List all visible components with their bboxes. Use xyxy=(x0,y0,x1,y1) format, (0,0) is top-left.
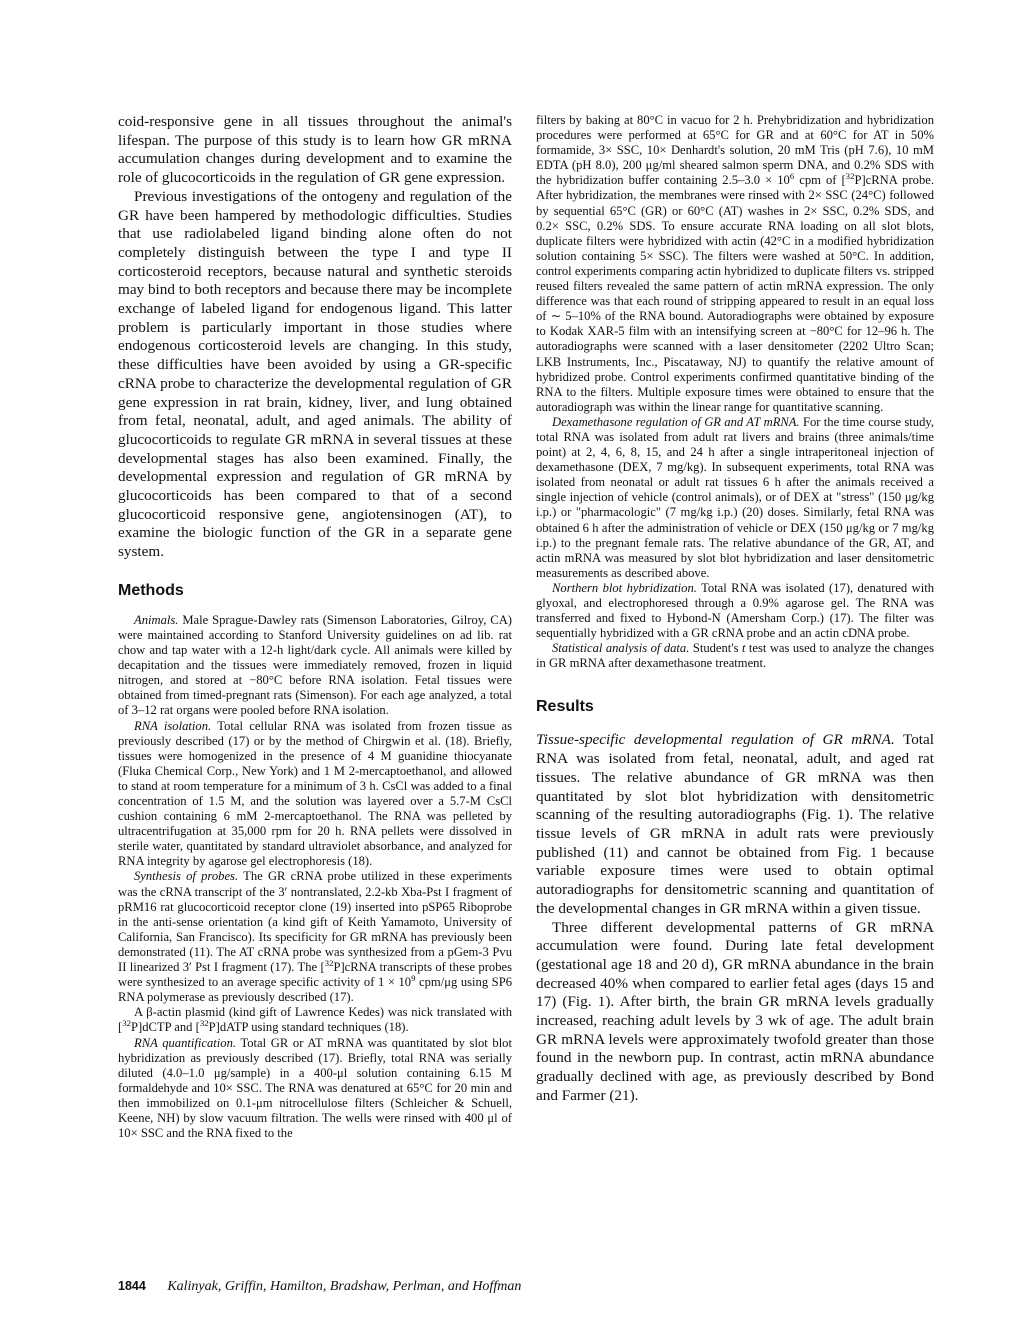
filters-paragraph xyxy=(536,113,934,415)
actin-text-3: P]dATP using standard techniques (18). xyxy=(208,1020,409,1035)
quantification-text: Total GR or AT mRNA was quantitated by slot blot hybridization as previously described (17). Briefly, total RNA was serially diluted (4.0–1.0 μg/sample) in a 400-μl solution containing 6.15 M formaldehyde and 10× SSC. The RNA was denatured at 65°C for 20 min and then immobilized on 0.1-μm nitrocellulose filters (Schleicher & Schuell, Keene, NH) by slow vacuum filtration. The wells were rinsed with 400 μl of 10× SSC and the RNA fixed to the xyxy=(118,1035,512,1141)
actin-text-1: A β-actin plasmid (kind gift of Lawrence Kedes) was nick translated with [ xyxy=(118,1005,512,1035)
probes-text-3: cpm/μg using SP6 RNA polymerase as previously described (17). xyxy=(118,975,512,1005)
running-authors: Kalinyak, Griffin, Hamilton, Bradshaw, Perlman, and Hoffman xyxy=(167,1279,522,1294)
probes-title: Synthesis of probes. xyxy=(134,869,239,884)
intro-paragraph-1: coid-responsive gene in all tissues throughout the animal's lifespan. The purpose of this study is to learn how GR mRNA accumulation changes during development and to examine the role of glucocorticoids in the regulation of GR gene expression. xyxy=(118,113,512,187)
quantification-title: RNA quantification. xyxy=(134,1035,237,1050)
methods-heading: Methods xyxy=(118,581,184,599)
patterns-paragraph: Three different developmental patterns of GR mRNA accumulation were found. During late fetal development (gestational age 18 and 20 d), GR mRNA abundance in the brain decreased 40% when compared to earlier fetal ages (days 15 and 17) (Fig. 1). After birth, the brain GR mRNA levels gradually increased, reaching adult levels by 3 wk of age. The adult brain GR mRNA levels were approximately twofold greater than those found in the newborn pup. In contrast, actin mRNA abundance gradually declined with age, as previously described by Bond and Farmer (21). xyxy=(536,918,934,1104)
actin-paragraph xyxy=(118,1005,512,1035)
northern-paragraph xyxy=(536,581,934,641)
filters-sup-32: 32 xyxy=(845,171,855,182)
actin-sup-b: 32 xyxy=(199,1018,209,1029)
page-number: 1844 xyxy=(118,1279,146,1293)
dexamethasone-paragraph xyxy=(536,415,934,581)
animals-title: Animals. xyxy=(134,612,179,627)
intro-paragraph-2: Previous investigations of the ontogeny and regulation of the GR have been hampered by methodologic difficulties. Studies that use radiolabeled ligand binding alone often do not completely distinguish between the type I and type II corticosteroid receptors, because natural and synthetic steroids may bind to both receptors and because there may be incomplete exchange of labeled ligand for endogenous ligand. This latter problem is particularly important in those studies where endogenous corticosteroid levels are changing. In this study, these difficulties have been avoided by using a GR-specific cRNA probe to characterize the developmental regulation of GR gene expression in rat brain, kidney, liver, and lung obtained from fetal, neonatal, adult, and aged animals. The ability of glucocorticoids to regulate GR mRNA in several tissues at these developmental stages has also been examined. Finally, the developmental expression and regulation of GR mRNA by glucocorticoids has been compared to that of a second glucocorticoid responsive gene, angiotensinogen (AT), to examine the biologic function of the GR in a separate gene system. xyxy=(118,187,512,561)
rna-isolation-paragraph xyxy=(118,719,512,870)
right-column xyxy=(536,113,934,1106)
animals-text: Male Sprague-Dawley rats (Simenson Laboratories, Gilroy, CA) were maintained according to Stanford University guidelines on ad lib. rat chow and tap water with a 12-h light/dark cycle. All animals were killed by decapitation and the tissues were immediately removed, frozen in liquid nitrogen, and stored at −80°C before RNA isolation. Fetal tissues were obtained from timed-pregnant rats (Simenson). For each age analyzed, a total of 3–12 rat organs were pooled before RNA isolation. xyxy=(118,612,512,718)
dexamethasone-title: Dexamethasone regulation of GR and AT mRNA. xyxy=(552,414,800,429)
tissue-title: Tissue-specific developmental regulation of GR mRNA. xyxy=(536,731,895,749)
filters-text-3: P]cRNA probe. After hybridization, the membranes were rinsed with 2× SSC (24°C) followed by sequential 65°C (GR) or 60°C (AT) washes in 2× SSC, 0.2% SDS, and 0.2× SSC, 0.2% SDS. To ensure accurate RNA loading on all slot blots, duplicate filters were hybridized with actin (42°C in a modified hybridization solution containing 5× SSC). The filters were washed at 50°C. In addition, control experiments comparing actin hybridized to duplicate filters vs. stripped reused filters revealed the same pattern of actin mRNA expression. The only difference was that each round of stripping appeared to result in an equal loss of ∼ 5–10% of the RNA bound. Autoradiographs were obtained by exposure to Kodak XAR-5 film with an intensifying screen at −80°C for 12–96 h. The autoradiographs were scanned with a laser densitometer (2202 Ultro Scan; LKB Instruments, Inc., Piscataway, NJ) to quantify the relative amount of hybridized probe. Control experiments confirmed quantitative binding of the RNA to the filters. Multiple exposure times were obtained to ensure that the autoradiograph was within the linear range for quantitative scanning. xyxy=(536,173,935,414)
statistics-title: Statistical analysis of data. xyxy=(552,641,690,656)
tissue-paragraph xyxy=(536,731,934,918)
statistics-paragraph xyxy=(536,641,934,671)
tissue-text: Total RNA was isolated from fetal, neonatal, adult, and aged rat tissues. The relative abundance of GR mRNA was then quantitated by slot blot hybridization with densitometric scanning of the resulting autoradiographs (Fig. 1). The relative tissue levels of GR mRNA in adult rats were previously published (11) and cannot be obtained from Fig. 1 because variable exposure times were used to obtain optimal autoradiographs for densitometric scanning and quantitation of the developmental changes in GR mRNA within a given tissue. xyxy=(536,731,934,917)
filters-text-2: cpm of [ xyxy=(794,173,846,188)
probes-sup-32: 32 xyxy=(324,957,334,968)
quantification-paragraph xyxy=(118,1036,512,1142)
actin-text-2: P]dCTP and [ xyxy=(131,1020,200,1035)
statistics-t: t xyxy=(741,641,746,656)
northern-title: Northern blot hybridization. xyxy=(552,580,697,595)
probes-sup-9: 9 xyxy=(411,972,416,983)
filters-text-1: filters by baking at 80°C in vacuo for 2 h. Prehybridization and hybridization procedures were performed at 65°C for GR and at 60°C for AT in 50% formamide, 3× SSC, 10× Denhardt's solution, 20 mM Tris (pH 7.6), 10 mM EDTA (pH 8.0), 200 μg/ml sheared salmon sperm DNA, and 0.2% SDS with the hybridization buffer containing 2.5–3.0 × 10 xyxy=(536,113,934,188)
probes-text-1: The GR cRNA probe utilized in these experiments was the cRNA transcript of the 3′ nontranslated, 2.2-kb Xba-Pst I fragment of pRM16 rat glucocorticoid receptor clone (19) inserted into pSP65 Riboprobe in the anti-sense orientation (a kind gift of Keith Yamamoto, University of California, San Francisco). Its specificity for GR mRNA has previously been demonstrated (11). The AT cRNA probe was synthesized from a pGem-3 Pvu II linearized 3′ Pst I fragment (17). The [ xyxy=(118,869,512,975)
statistics-text-1: Student's xyxy=(692,641,742,656)
filters-sup-6: 6 xyxy=(789,171,795,182)
rna-isolation-title: RNA isolation. xyxy=(134,718,212,733)
left-column xyxy=(118,113,512,1141)
dexamethasone-text: For the time course study, total RNA was isolated from adult rat livers and brains (three animals/time point) at 2, 4, 6, 8, 15, and 24 h after a single intraperitoneal injection of dexamethasone (DEX, 7 mg/kg). In subsequent experiments, total RNA was isolated from neonatal or adult rat tissues 6 h after the animals received a single injection of vehicle (control animals), or of DEX at "stress" (150 μg/kg i.p.) or "pharmacologic" (7 mg/kg i.p.) (20) doses. Similarly, fetal RNA was obtained 6 h after the administration of vehicle or DEX (150 μg/kg or 7 mg/kg i.p.) to the pregnant female rats. The relative abundance of the GR, AT, and actin mRNA was measured by slot blot hybridization and laser densitometric measurements as described above. xyxy=(536,414,934,580)
actin-sup-a: 32 xyxy=(122,1018,132,1029)
probes-paragraph xyxy=(118,869,512,1005)
probes-text-2: P]cRNA transcripts of these probes were synthesized to an average specific activity of 1 × 10 xyxy=(118,960,512,990)
rna-isolation-text: Total cellular RNA was isolated from frozen tissue as previously described (17) or by the method of Chirgwin et al. (18). Briefly, tissues were homogenized in the presence of 4 M guanidine thiocyanate (Fluka Chemical Corp., New York) and 1 M 2-mercaptoethanol, and allowed to stand at room temperature for a minimum of 3 h. CsCl was added to a final concentration of 1.5 M, and the solution was layered over a 5.7-M CsCl cushion containing 6 mM 2-mercaptoethanol. The RNA was pelleted by ultracentrifugation at 35,000 rpm for 20 h. RNA pellets were dissolved in sterile water, quantitated by standard ultraviolet absorbance, and analyzed for RNA integrity by agarose gel electrophoresis (18). xyxy=(118,718,512,869)
statistics-text-2: test was used to analyze the changes in GR mRNA after dexamethasone treatment. xyxy=(536,641,934,671)
animals-paragraph xyxy=(118,613,512,719)
results-heading: Results xyxy=(536,698,594,716)
page-footer xyxy=(118,1279,521,1295)
northern-text: Total RNA was isolated (17), denatured with glyoxal, and electrophoresed through a 0.9% agarose gel. The RNA was transferred and fixed to Hybond-N (Amersham Corp.) (17). The filter was sequentially hybridized with a GR cRNA probe and an actin cDNA probe. xyxy=(536,580,934,641)
